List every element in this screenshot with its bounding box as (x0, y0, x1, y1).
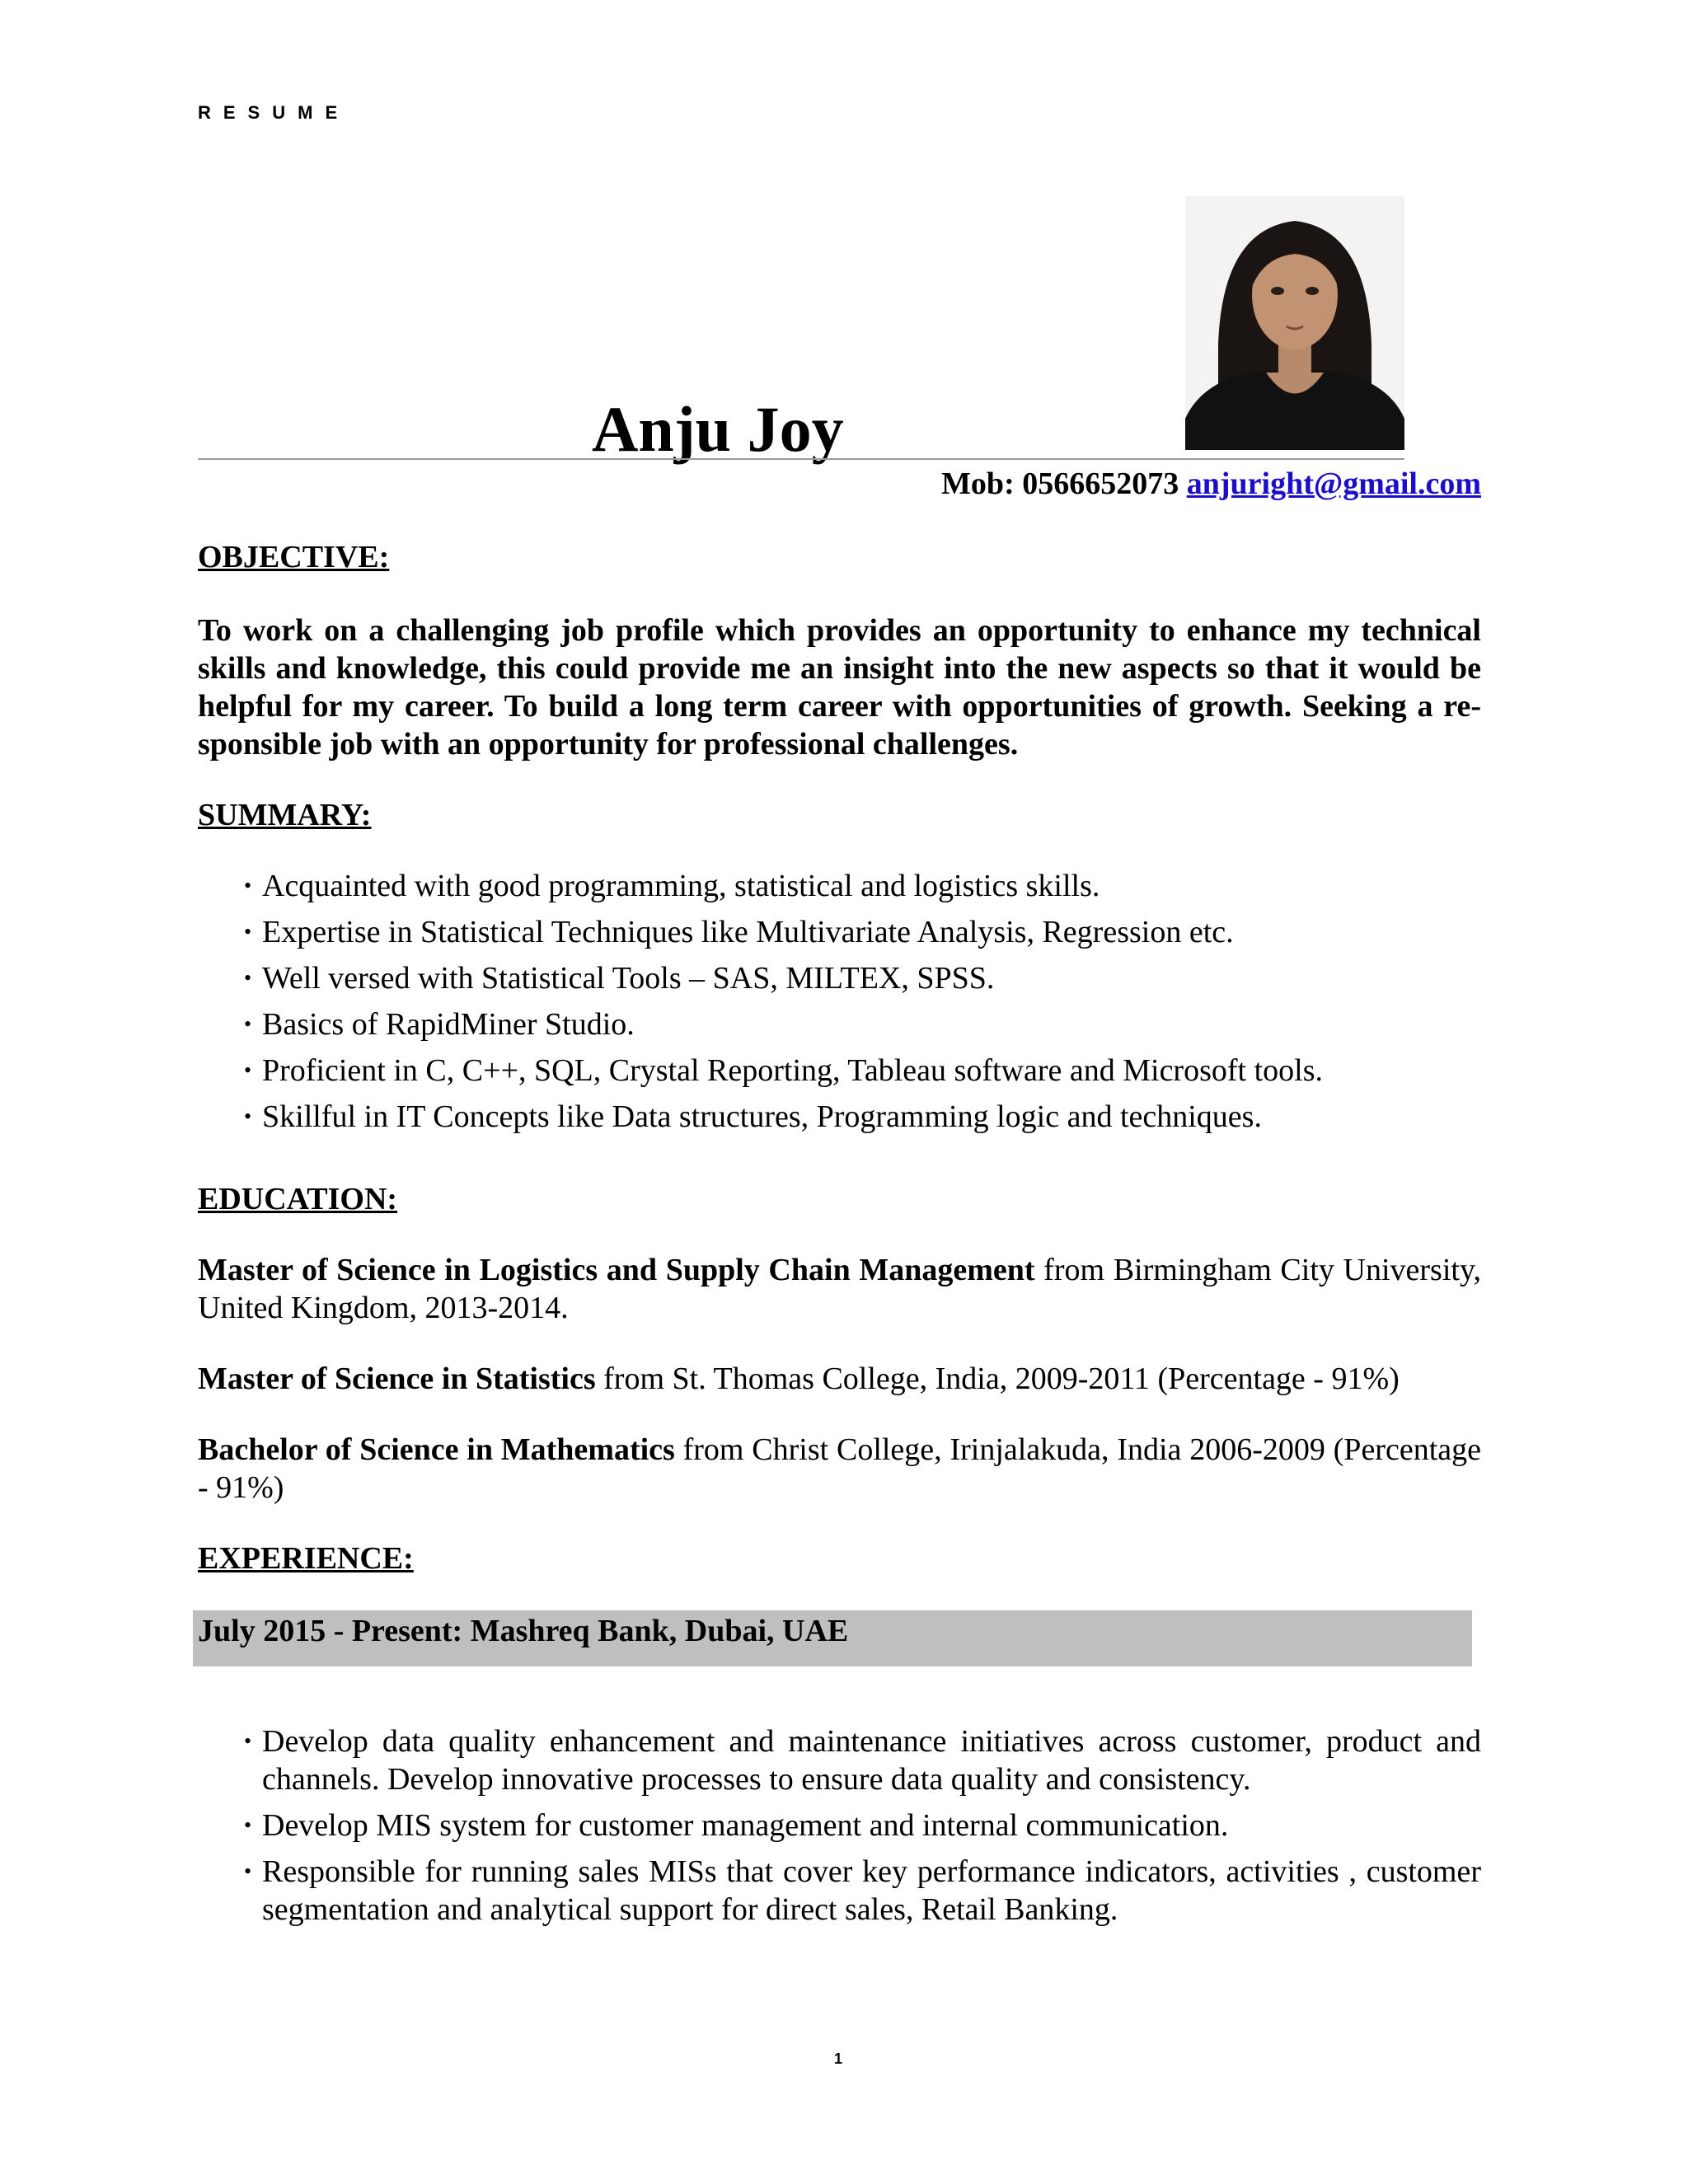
education-entry (198, 1360, 1481, 1398)
education-entry (198, 1431, 1481, 1507)
experience-item: • Develop data quality enhancement and maintenance initiatives across customer, product and channels. Develop innovative processes to ensure data quality and consistency. (246, 1722, 1481, 1798)
education-degree: Bachelor of Science in Mathematics (198, 1432, 675, 1467)
education-heading: EDUCATION: (198, 1182, 398, 1216)
mobile-label: Mob: (941, 466, 1015, 501)
summary-list (246, 863, 1481, 1140)
summary-item: • Acquainted with good programming, statistical and logistics skills. (246, 863, 1481, 909)
objective-heading: OBJECTIVE: (198, 540, 390, 574)
profile-photo (1185, 196, 1404, 450)
objective-text: To work on a challenging job profile which provides an opportunity to enhance my technical skills and knowledge, this could provide me an insight into the new aspects so that it would be helpful for my career. To build a long term career with opportunities of growth. Seeking a re-sponsible job with an opportunity for professional challenges. (198, 613, 1481, 762)
education-degree: Master of Science in Statistics (198, 1361, 596, 1396)
experience-item: • Responsible for running sales MISs that cover key performance indicators, activities , customer segmentation and analytical support for direct sales, Retail Banking. (246, 1853, 1481, 1929)
summary-item: • Expertise in Statistical Techniques like Multivariate Analysis, Regression etc. (246, 909, 1481, 955)
summary-item: • Skillful in IT Concepts like Data structures, Programming logic and techniques. (246, 1094, 1481, 1140)
page-number: 1 (834, 2050, 843, 2067)
education-degree: Master of Science in Logistics and Supply Chain Management (198, 1253, 1035, 1287)
summary-heading: SUMMARY: (198, 798, 372, 832)
education-details: from St. Thomas College, India, 2009-2011 (Percentage - 91%) (595, 1361, 1400, 1396)
experience-item: • Develop MIS system for customer management and internal communication. (246, 1807, 1481, 1844)
education-details: from Birmingham City University, United Kingdom, 2013-2014. (198, 1253, 1481, 1325)
job-title: July 2015 - Present: Mashreq Bank, Dubai, UAE (198, 1614, 849, 1648)
summary-item: • Well versed with Statistical Tools – SAS, MILTEX, SPSS. (246, 955, 1481, 1001)
name-divider (198, 458, 1404, 460)
person-photo-icon (1185, 196, 1404, 450)
candidate-name: Anju Joy (592, 393, 844, 465)
education-details: from Christ College, Irinjalakuda, India 2006-2009 (Percentage - 91%) (198, 1432, 1481, 1505)
summary-item: • Proficient in C, C++, SQL, Crystal Reporting, Tableau software and Microsoft tools. (246, 1047, 1481, 1094)
resume-label: RESUME (198, 102, 350, 123)
contact-line (941, 463, 1481, 504)
mobile-number: 0566652073 (1022, 466, 1179, 501)
experience-list (246, 1722, 1481, 1937)
email-link[interactable]: anjuright@gmail.com (1186, 466, 1481, 501)
education-entry (198, 1251, 1481, 1327)
experience-heading: EXPERIENCE: (198, 1541, 414, 1576)
summary-item: • Basics of RapidMiner Studio. (246, 1001, 1481, 1047)
